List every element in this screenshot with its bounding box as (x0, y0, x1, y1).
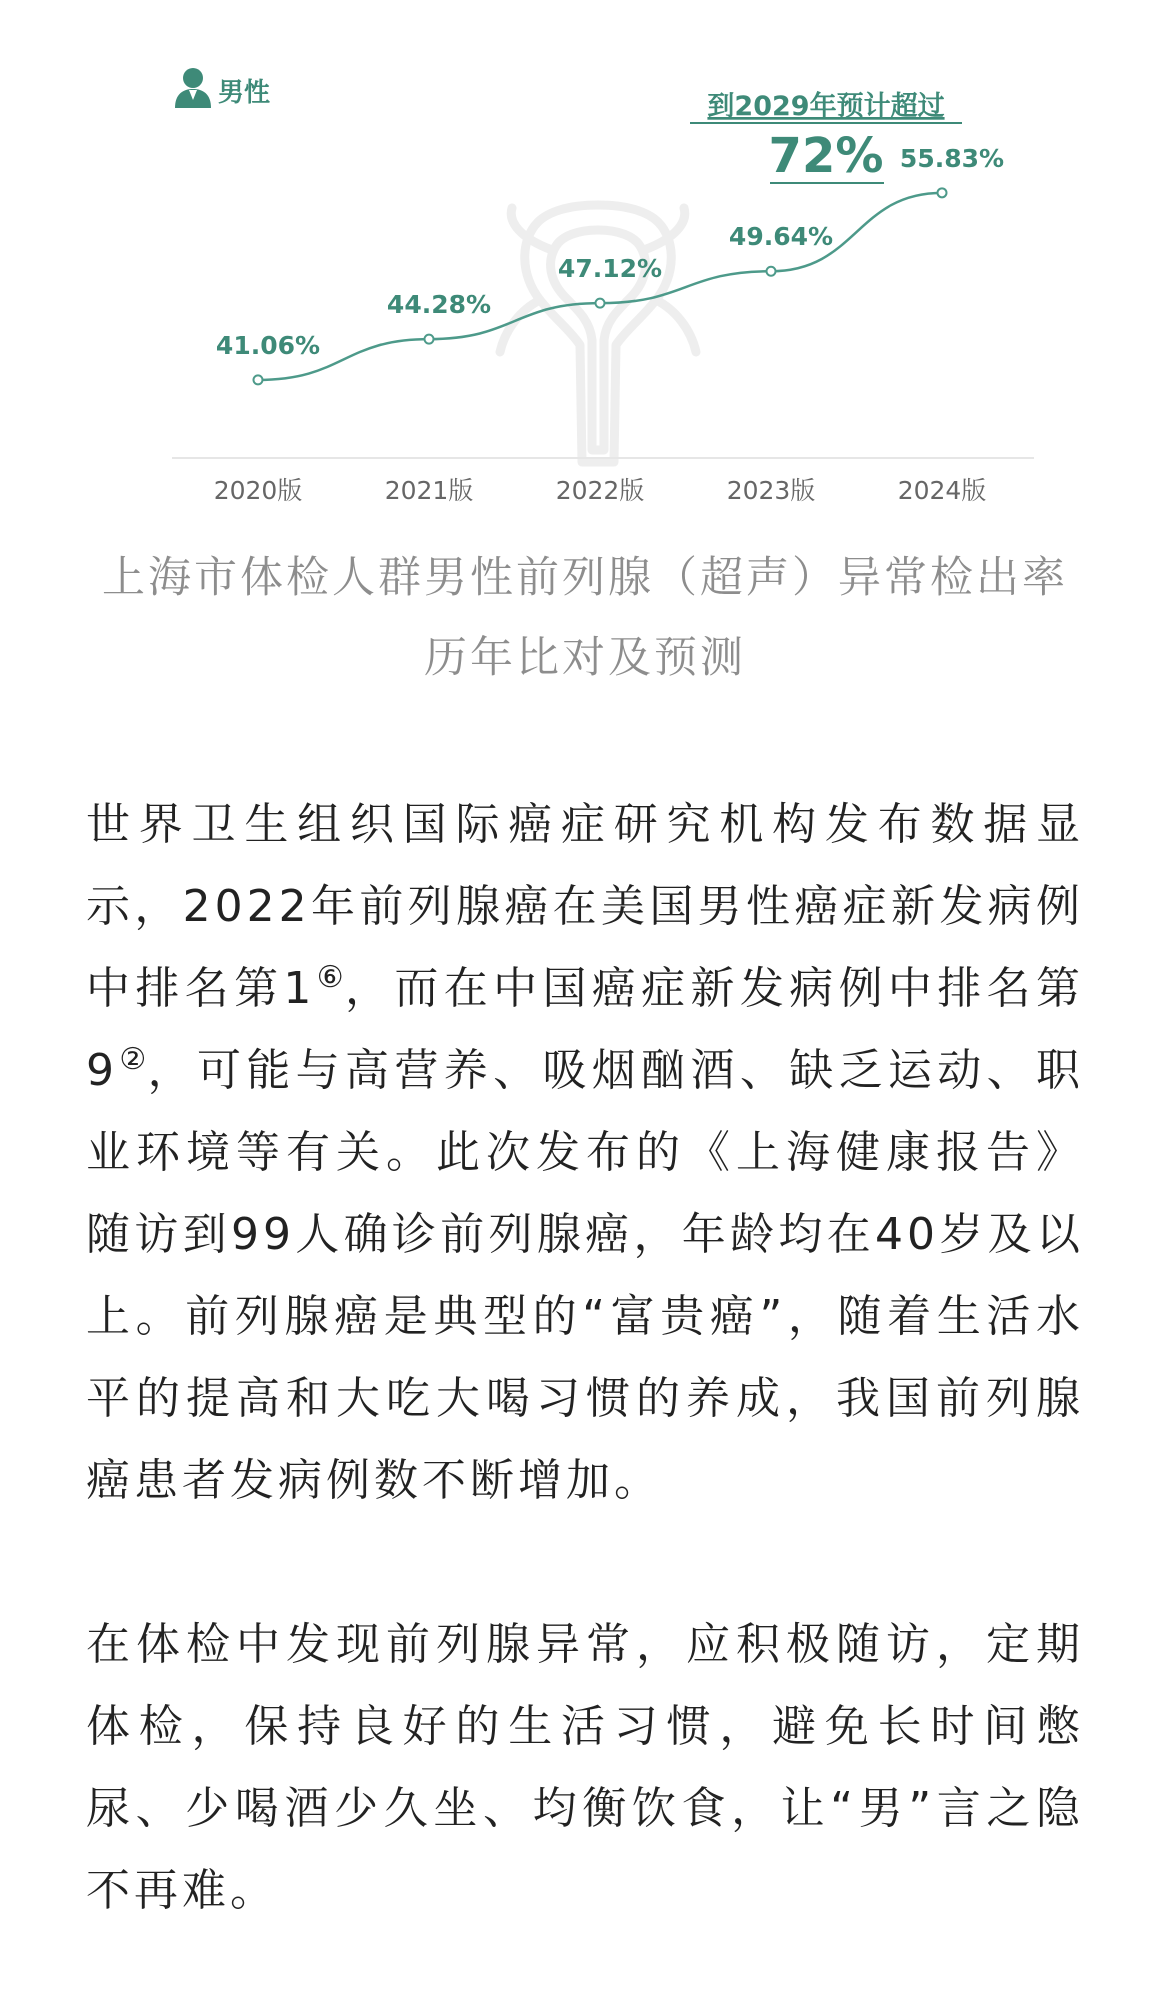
x-tick-label: 2020版 (213, 476, 303, 505)
data-point (254, 375, 263, 384)
reference-6: ⑥ (315, 960, 346, 995)
prediction-line1: 到2029年预计超过 (707, 91, 945, 122)
x-tick-label: 2022版 (555, 476, 645, 505)
x-tick-label: 2021版 (384, 476, 474, 505)
caption-line-2: 历年比对及预测 (424, 633, 746, 683)
data-point (767, 267, 776, 276)
paragraph-1-part-b: ，而在中国癌症新发病例中排名第9 (86, 963, 1084, 1096)
data-label: 41.06% (215, 330, 321, 360)
x-tick-label: 2023版 (726, 476, 816, 505)
data-label: 44.28% (386, 290, 492, 320)
chart-caption (86, 538, 1084, 698)
chart (0, 0, 1170, 540)
data-point (938, 188, 947, 197)
reference-2: ② (118, 1042, 148, 1077)
article-body (86, 784, 1084, 1932)
paragraph-1-part-c: ，可能与高营养、吸烟酗酒、缺乏运动、职业环境等有关。此次发布的《上海健康报告》随访到99人确诊前列腺癌，年龄均在40岁及以上。前列腺癌是典型的“富贵癌”，随着生活水平的提高和大吃大喝习惯的养成，我国前列腺癌患者发病例数不断增加。 (86, 1045, 1084, 1506)
x-tick-label: 2024版 (897, 476, 987, 505)
line-chart (0, 0, 1170, 540)
man-icon (175, 68, 211, 108)
legend-label: 男性 (218, 78, 271, 108)
paragraph-1-part-a: 世界卫生组织国际癌症研究机构发布数据显示，2022年前列腺癌在美国男性癌症新发病例中排名第1 (86, 799, 1084, 1014)
data-label: 55.83% (899, 143, 1005, 173)
paragraph-2: 在体检中发现前列腺异常，应积极随访，定期体检，保持良好的生活习惯，避免长时间憋尿、少喝酒少久坐、均衡饮食，让“男”言之隐不再难。 (86, 1619, 1084, 1916)
data-label: 47.12% (557, 254, 663, 284)
data-label: 49.64% (728, 222, 834, 252)
prostate-icon (500, 205, 696, 462)
data-point (596, 299, 605, 308)
data-point (425, 335, 434, 344)
prediction-value: 72% (768, 128, 884, 184)
paragraph-1 (86, 784, 1084, 1522)
caption-line-1: 上海市体检人群男性前列腺（超声）异常检出率 (102, 553, 1068, 603)
